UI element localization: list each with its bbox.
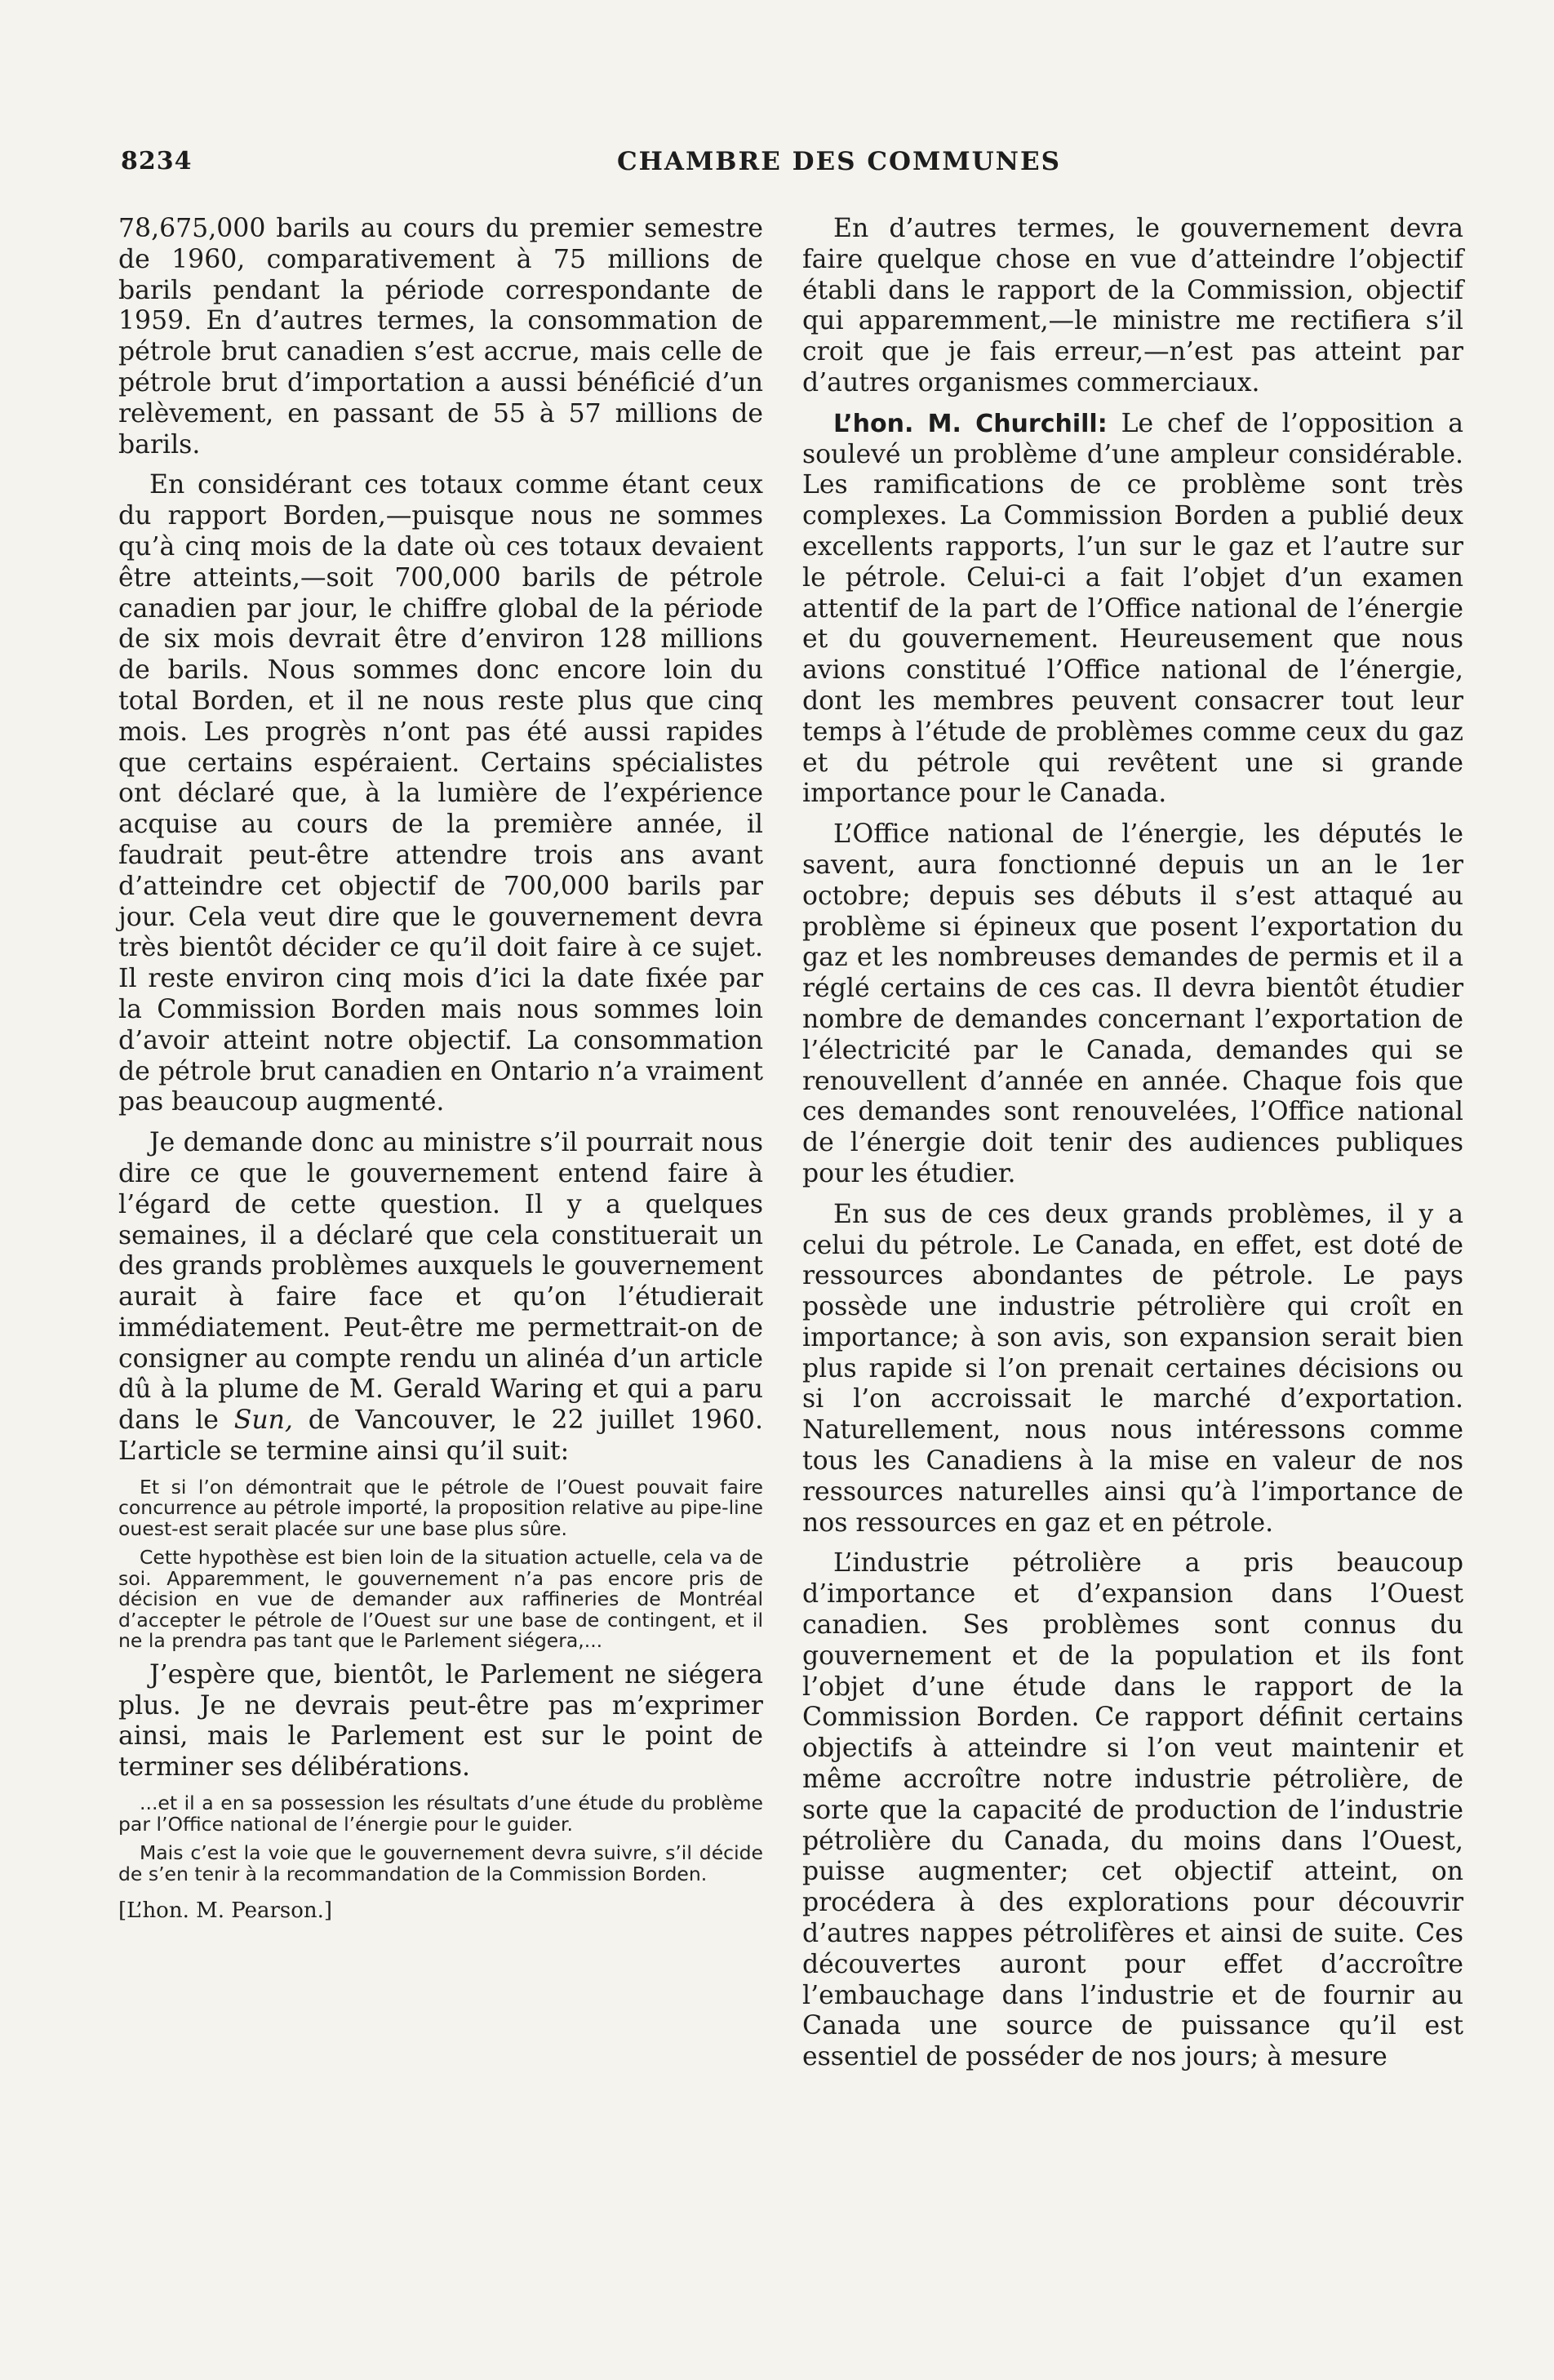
paragraph: L’industrie pétrolière a pris beaucoup d’importance et d’expansion dans l’Ouest canadien. Ses problèmes sont connus du gouvernement et de la population et ils font l’objet d’une étude dans le rapport de la Commission Borden. Ce rapport définit certains objectifs à atteindre si l’on veut maintenir et même accroître notre industrie pétrolière, de sorte que la capacité de production de l’industrie pétrolière du Canada, du moins dans l’Ouest, puisse augmenter; cet objectif atteint, on procédera à des explorations pour découvrir d’autres nappes pétrolifères et ainsi de suite. Ces découvertes auront pour effet d’accroître l’embauchage dans l’industrie et de fournir au Canada une source de puissance qu’il est essentiel de posséder de nos jours; à mesure [802, 1548, 1463, 2072]
speaker-name: L’hon. M. Churchill: [833, 409, 1108, 438]
paragraph: J’espère que, bientôt, le Parlement ne siégera plus. Je ne devrais peut-être pas m’exprimer ainsi, mais le Parlement est sur le point de terminer ses délibérations. [118, 1659, 763, 1783]
quoted-passage: Cette hypothèse est bien loin de la situation actuelle, cela va de soi. Apparemment, le gouvernement n’a pas encore pris de décision en vue de demander aux raffineries de Montréal d’accepter le pétrole de l’Ouest sur une base de contingent, et il ne la prendra pas tant que le Parlement siégera,... [118, 1546, 763, 1653]
page-number: 8234 [121, 147, 193, 175]
paragraph-text: Le chef de l’opposition a soulevé un problème d’une ampleur considérable. Les ramifications de ce problème sont très complexes. La Commission Borden a publié deux excellents rapports, l’un sur le gaz et l’autre sur le pétrole. Celui-ci a fait l’objet d’un examen attentif de la part de l’Office national de l’énergie et du gouvernement. Heureusement que nous avions constitué l’Office national de l’énergie, dont les membres peuvent consacrer tout leur temps à l’étude de problèmes comme ceux du gaz et du pétrole qui revêtent une si grande importance pour le Canada. [802, 408, 1463, 809]
quoted-passage: Et si l’on démontrait que le pétrole de l’Ouest pouvait faire concurrence au pétrole importé, la proposition relative au pipe-line ouest-est serait placée sur une base plus sûre. [118, 1475, 763, 1540]
paragraph: L’Office national de l’énergie, les députés le savent, aura fonctionné depuis un an le 1er octobre; depuis ses débuts il s’est attaqué au problème si épineux que posent l’exportation du gaz et les nombreuses demandes de permis et il a réglé certains de ces cas. Il devra bientôt étudier nombre de demandes concernant l’exportation de l’électricité par le Canada, demandes qui se renouvellent d’année en année. Chaque fois que ces demandes sont renouvelées, l’Office national de l’énergie doit tenir des audiences publiques pour les étudier. [802, 819, 1463, 1188]
paragraph: En considérant ces totaux comme étant ceux du rapport Borden,—puisque nous ne sommes qu’à cinq mois de la date où ces totaux devaient être atteints,—soit 700,000 barils de pétrole canadien par jour, le chiffre global de la période de six mois devrait être d’environ 128 millions de barils. Nous sommes donc encore loin du total Borden, et il ne nous reste plus que cinq mois. Les progrès n’ont pas été aussi rapides que certains espéraient. Certains spécialistes ont déclaré que, à la lumière de l’expérience acquise au cours de la première année, il faudrait peut-être attendre trois ans avant d’atteindre cet objectif de 700,000 barils par jour. Cela veut dire que le gouvernement devra très bientôt décider ce qu’il doit faire à ce sujet. Il reste environ cinq mois d’ici la date fixée par la Commission Borden mais nous sommes loin d’avoir atteint notre objectif. La consommation de pétrole brut canadien en Ontario n’a vraiment pas beaucoup augmenté. [118, 470, 763, 1117]
paragraph: 78,675,000 barils au cours du premier semestre de 1960, comparativement à 75 millions de barils pendant la période correspondante de 1959. En d’autres termes, la consommation de pétrole brut canadien s’est accrue, mais celle de pétrole brut d’importation a aussi bénéficié d’un relèvement, en passant de 55 à 57 millions de barils. [118, 214, 763, 460]
running-title: CHAMBRE DES COMMUNES [616, 147, 1062, 176]
quoted-passage: Mais c’est la voie que le gouvernement devra suivre, s’il décide de s’en tenir à la recommandation de la Commission Borden. [118, 1841, 763, 1885]
paragraph [802, 409, 1463, 810]
speaker-attribution: [L’hon. M. Pearson.] [118, 1898, 333, 1924]
paragraph-text: Je demande donc au ministre s’il pourrait nous dire ce que le gouvernement entend faire à l’égard de cette question. Il y a quelques semaines, il a déclaré que cela constituerait un des grands problèmes auxquels le gouvernement aurait à faire face et qu’on l’étudierait immédiatement. Peut-être me permettrait-on de consigner au compte rendu un alinéa d’un article dû à la plume de M. Gerald Waring et qui a paru dans le [118, 1128, 763, 1436]
paragraph [118, 1128, 763, 1468]
newspaper-title: Sun, [233, 1405, 293, 1436]
paragraph-text: de Vancouver, le 22 juillet 1960. L’article se termine ainsi qu’il suit: [118, 1405, 763, 1467]
paragraph: En sus de ces deux grands problèmes, il y a celui du pétrole. Le Canada, en effet, est doté de ressources abondantes de pétrole. Le pays possède une industrie pétrolière qui croît en importance; à son avis, son expansion serait bien plus rapide si l’on prenait certaines décisions ou si l’on accroissait le marché d’exportation. Naturellement, nous nous intéressons comme tous les Canadiens à la mise en valeur de nos ressources naturelles ainsi qu’à l’importance de nos ressources en gaz et en pétrole. [802, 1199, 1463, 1538]
right-column [802, 214, 1463, 2083]
left-column [118, 214, 763, 1924]
paragraph: En d’autres termes, le gouvernement devra faire quelque chose en vue d’atteindre l’objectif établi dans le rapport de la Commission, objectif qui apparemment,—le ministre me rectifiera s’il croit que je fais erreur,—n’est pas atteint par d’autres organismes commerciaux. [802, 214, 1463, 397]
page-header [121, 147, 1464, 180]
quoted-passage: ...et il a en sa possession les résultats d’une étude du problème par l’Office national de l’énergie pour le guider. [118, 1792, 763, 1836]
